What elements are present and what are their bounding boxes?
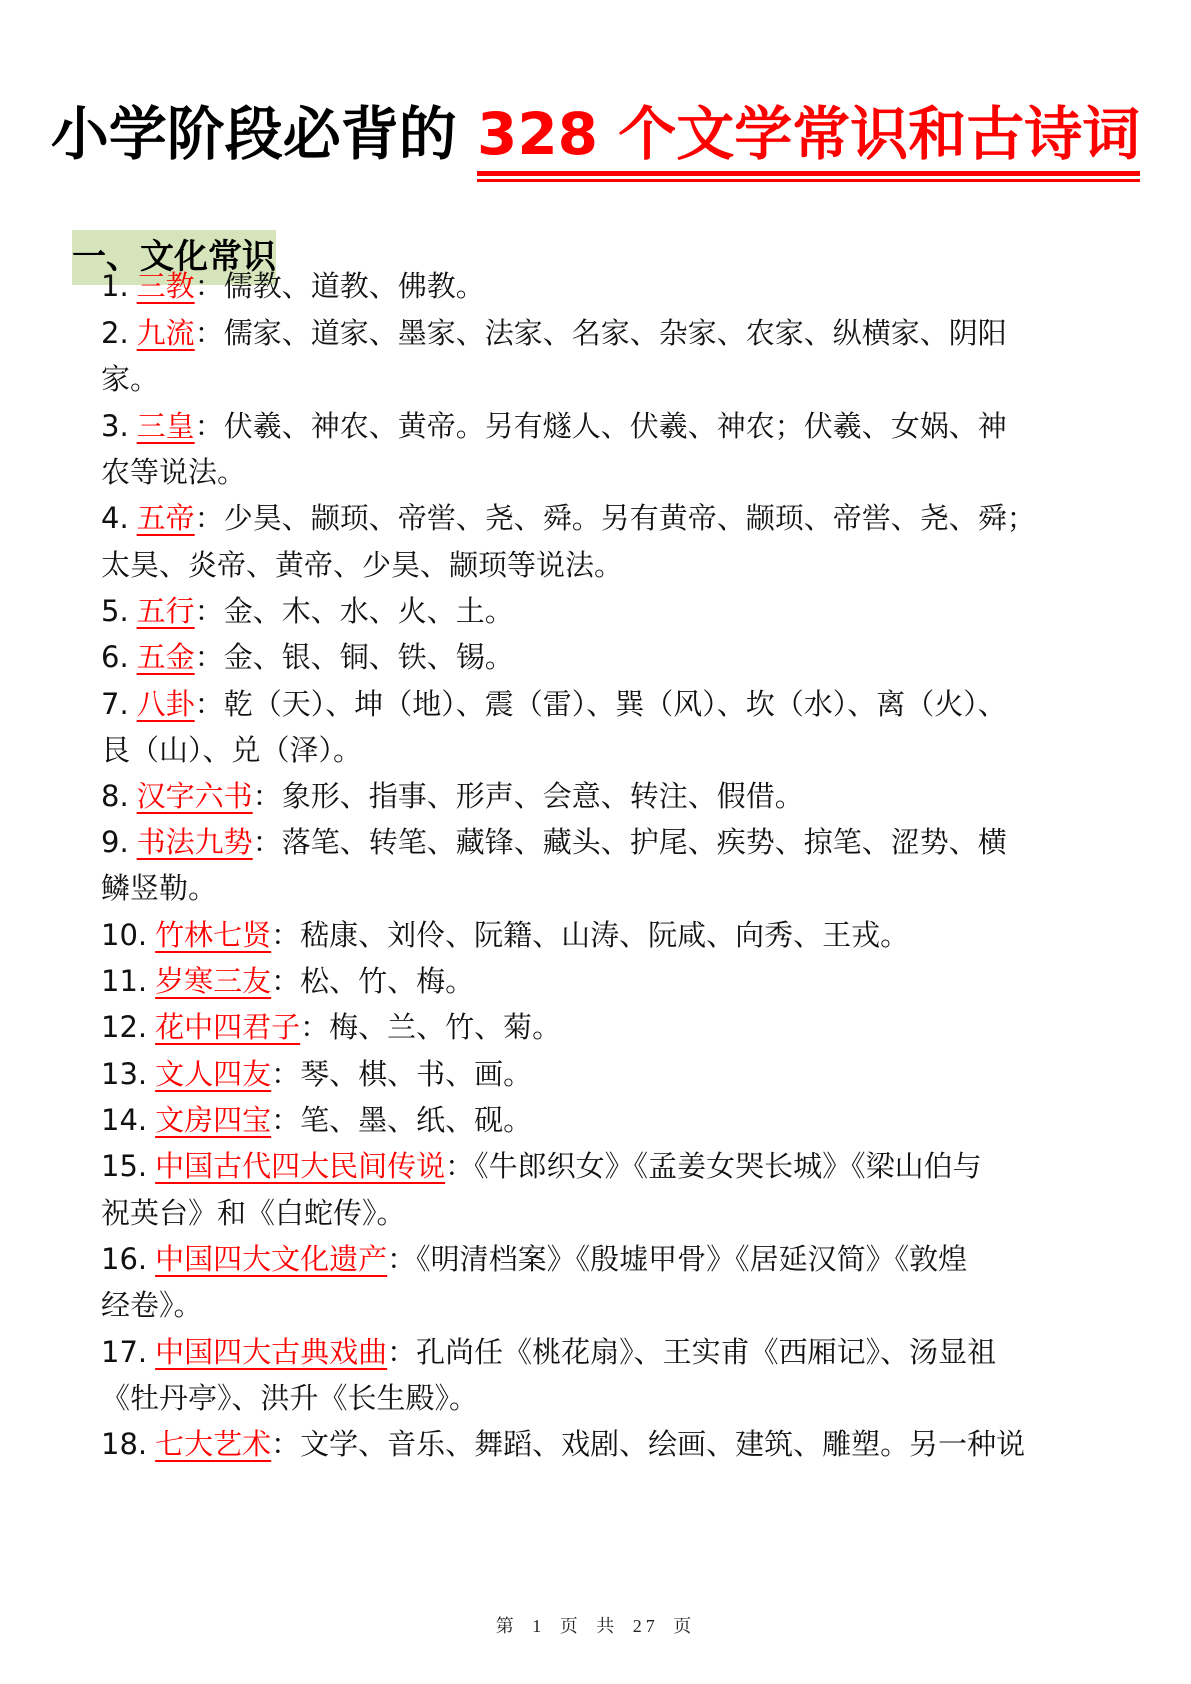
item-text: ：儒家、道家、墨家、法家、名家、杂家、农家、纵横家、阴阳	[194, 316, 1007, 350]
item-keyword: 花中四君子	[155, 1010, 301, 1044]
item-continuation: 太昊、炎帝、黄帝、少昊、颛顼等说法。	[101, 548, 624, 582]
item-number: 17.	[101, 1335, 148, 1369]
item-text: ：《牛郎织女》《孟姜女哭长城》《梁山伯与	[445, 1149, 982, 1183]
item-keyword: 竹林七贤	[155, 918, 272, 952]
item-continuation: 《牡丹亭》、洪升《长生殿》。	[101, 1381, 479, 1415]
item-keyword: 岁寒三友	[155, 964, 272, 998]
list-item	[101, 637, 514, 677]
list-item	[101, 266, 485, 306]
item-number: 18.	[101, 1427, 148, 1461]
item-continuation: 农等说法。	[101, 455, 247, 489]
item-keyword: 汉字六书	[136, 779, 253, 813]
list-item	[101, 498, 1036, 538]
item-keyword: 书法九势	[136, 825, 253, 859]
page-footer: 第 1 页 共 27 页	[495, 1616, 696, 1636]
item-keyword: 八卦	[136, 687, 195, 721]
list-item	[101, 1146, 982, 1186]
list-item	[101, 313, 1007, 353]
list-item	[101, 591, 514, 631]
item-keyword: 五帝	[136, 501, 195, 535]
item-keyword: 九流	[136, 316, 195, 350]
item-number: 10.	[101, 918, 148, 952]
item-number: 16.	[101, 1242, 148, 1276]
item-keyword: 文房四宝	[155, 1103, 272, 1137]
item-text: ：金、银、铜、铁、锡。	[194, 640, 514, 674]
item-text: ：乾（天）、坤（地）、震（雷）、巽（风）、坎（水）、离（火）、	[194, 687, 1007, 721]
item-number: 3.	[101, 409, 129, 443]
page-title	[0, 98, 1191, 170]
item-continuation: 艮（山）、兑（泽）。	[101, 733, 363, 767]
list-item	[101, 1332, 996, 1372]
item-text: ：《明清档案》《殷墟甲骨》《居延汉简》《敦煌	[387, 1242, 968, 1276]
section-heading: 一、文化常识	[72, 230, 276, 285]
item-text: ：梅、兰、竹、菊。	[300, 1010, 562, 1044]
item-text: ：松、竹、梅。	[271, 964, 475, 998]
list-item	[101, 915, 909, 955]
item-continuation: 家。	[101, 362, 160, 396]
item-text: ：嵇康、刘伶、阮籍、山涛、阮咸、向秀、王戎。	[271, 918, 910, 952]
list-item	[101, 822, 1007, 862]
item-text: ：孔尚任《桃花扇》、王实甫《西厢记》、汤显祖	[387, 1335, 997, 1369]
item-number: 13.	[101, 1057, 148, 1091]
item-text: ：文学、音乐、舞蹈、戏剧、绘画、建筑、雕塑。另一种说	[271, 1427, 1026, 1461]
item-keyword: 五行	[136, 594, 195, 628]
item-text: ：象形、指事、形声、会意、转注、假借。	[252, 779, 804, 813]
item-keyword: 文人四友	[155, 1057, 272, 1091]
item-text: ：落笔、转笔、藏锋、藏头、护尾、疾势、掠笔、涩势、横	[252, 825, 1007, 859]
list-item	[101, 776, 804, 816]
list-item	[101, 684, 1007, 724]
item-text: ：笔、墨、纸、砚。	[271, 1103, 533, 1137]
item-keyword: 五金	[136, 640, 195, 674]
item-text: ：伏羲、神农、黄帝。另有燧人、伏羲、神农；伏羲、女娲、神	[194, 409, 1007, 443]
item-keyword: 三教	[136, 269, 195, 303]
item-number: 9.	[101, 825, 129, 859]
item-keyword: 中国四大古典戏曲	[155, 1335, 388, 1369]
item-continuation: 祝英台》和《白蛇传》。	[101, 1196, 406, 1230]
item-text: ：琴、棋、书、画。	[271, 1057, 533, 1091]
list-item	[101, 1100, 532, 1140]
item-continuation: 经卷》。	[101, 1288, 203, 1322]
item-number: 7.	[101, 687, 129, 721]
item-keyword: 三皇	[136, 409, 195, 443]
item-continuation: 鳞竖勒。	[101, 871, 218, 905]
title-black-part: 小学阶段必背的	[50, 100, 477, 168]
list-item	[101, 1007, 561, 1047]
item-text: ：少昊、颛顼、帝喾、尧、舜。另有黄帝、颛顼、帝喾、尧、舜；	[194, 501, 1036, 535]
list-item	[101, 1239, 967, 1279]
item-number: 12.	[101, 1010, 148, 1044]
item-number: 2.	[101, 316, 129, 350]
item-keyword: 中国四大文化遗产	[155, 1242, 388, 1276]
title-red-part: 328 个文学常识和古诗词	[476, 100, 1141, 168]
list-item	[101, 1054, 532, 1094]
list-item	[101, 961, 474, 1001]
item-text: ：金、木、水、火、土。	[194, 594, 514, 628]
item-number: 6.	[101, 640, 129, 674]
item-number: 11.	[101, 964, 148, 998]
list-item	[101, 1424, 1025, 1464]
item-keyword: 中国古代四大民间传说	[155, 1149, 446, 1183]
item-number: 4.	[101, 501, 129, 535]
item-keyword: 七大艺术	[155, 1427, 272, 1461]
list-item	[101, 406, 1007, 446]
item-number: 1.	[101, 269, 129, 303]
item-text: ：儒教、道教、佛教。	[194, 269, 485, 303]
item-number: 8.	[101, 779, 129, 813]
item-number: 5.	[101, 594, 129, 628]
item-number: 14.	[101, 1103, 148, 1137]
item-number: 15.	[101, 1149, 148, 1183]
